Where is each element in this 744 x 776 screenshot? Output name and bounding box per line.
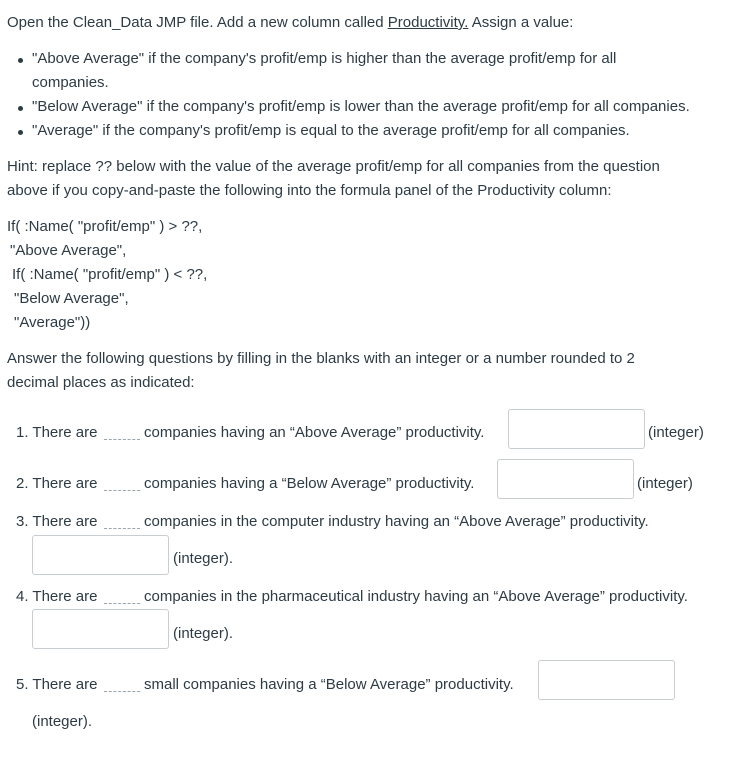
bullet-dot: [18, 130, 23, 135]
productivity-column-name: Productivity.: [387, 14, 469, 31]
question-5-text: small companies having a “Below Average” productivity.: [144, 676, 514, 693]
question-2-answer-input[interactable]: [497, 459, 634, 499]
question-2-text: companies having a “Below Average” productivity.: [144, 475, 475, 492]
question-1-blank: [104, 439, 140, 440]
question-2-unit: (integer): [637, 475, 693, 492]
formula-line: "Above Average",: [10, 242, 127, 259]
question-4-text: companies in the pharmaceutical industry having an “Above Average” productivity.: [144, 588, 688, 605]
question-4-unit: (integer).: [173, 625, 234, 642]
formula-line: "Average")): [14, 314, 91, 331]
formula-line: "Below Average",: [14, 290, 129, 307]
intro-prefix: Open the Clean_Data JMP file. Add a new column called: [7, 14, 388, 31]
intro-text: [7, 11, 573, 35]
bullet-average: "Average" if the company's profit/emp is equal to the average profit/emp for all companies.: [32, 122, 630, 139]
question-4-blank: [104, 603, 140, 604]
bullet-dot: [18, 106, 23, 111]
question-3-unit: (integer).: [173, 550, 234, 567]
question-1-lead: 1. There are: [16, 424, 98, 441]
question-4-answer-input[interactable]: [32, 609, 169, 649]
bullet-above-average-line1: "Above Average" if the company's profit/emp is higher than the average profit/emp for all: [32, 50, 617, 67]
bullet-dot: [18, 58, 23, 63]
question-5-unit: (integer).: [32, 713, 93, 730]
question-2-blank: [104, 490, 140, 491]
instructions-line2: decimal places as indicated:: [7, 374, 195, 391]
question-4-lead: 4. There are: [16, 588, 98, 605]
hint-line1: Hint: replace ?? below with the value of the average profit/emp for all companies from the question: [7, 158, 660, 175]
hint-line2: above if you copy-and-paste the following into the formula panel of the Productivity column:: [7, 182, 612, 199]
formula-line: If( :Name( "profit/emp" ) > ??,: [7, 218, 203, 235]
bullet-above-average-line2: companies.: [32, 74, 109, 91]
formula-line: If( :Name( "profit/emp" ) < ??,: [12, 266, 208, 283]
question-5-answer-input[interactable]: [538, 660, 675, 700]
question-5-blank: [104, 691, 140, 692]
question-1-text: companies having an “Above Average” productivity.: [144, 424, 485, 441]
question-1-unit: (integer): [648, 424, 704, 441]
intro-suffix: Assign a value:: [468, 14, 574, 31]
bullet-below-average: "Below Average" if the company's profit/emp is lower than the average profit/emp for all companies.: [32, 98, 690, 115]
question-2-lead: 2. There are: [16, 475, 98, 492]
question-3-blank: [104, 528, 140, 529]
question-5-lead: 5. There are: [16, 676, 98, 693]
question-3-answer-input[interactable]: [32, 535, 169, 575]
question-3-lead: 3. There are: [16, 513, 98, 530]
question-1-answer-input[interactable]: [508, 409, 645, 449]
question-3-text: companies in the computer industry having an “Above Average” productivity.: [144, 513, 649, 530]
instructions-line1: Answer the following questions by filling in the blanks with an integer or a number rounded to 2: [7, 350, 635, 367]
